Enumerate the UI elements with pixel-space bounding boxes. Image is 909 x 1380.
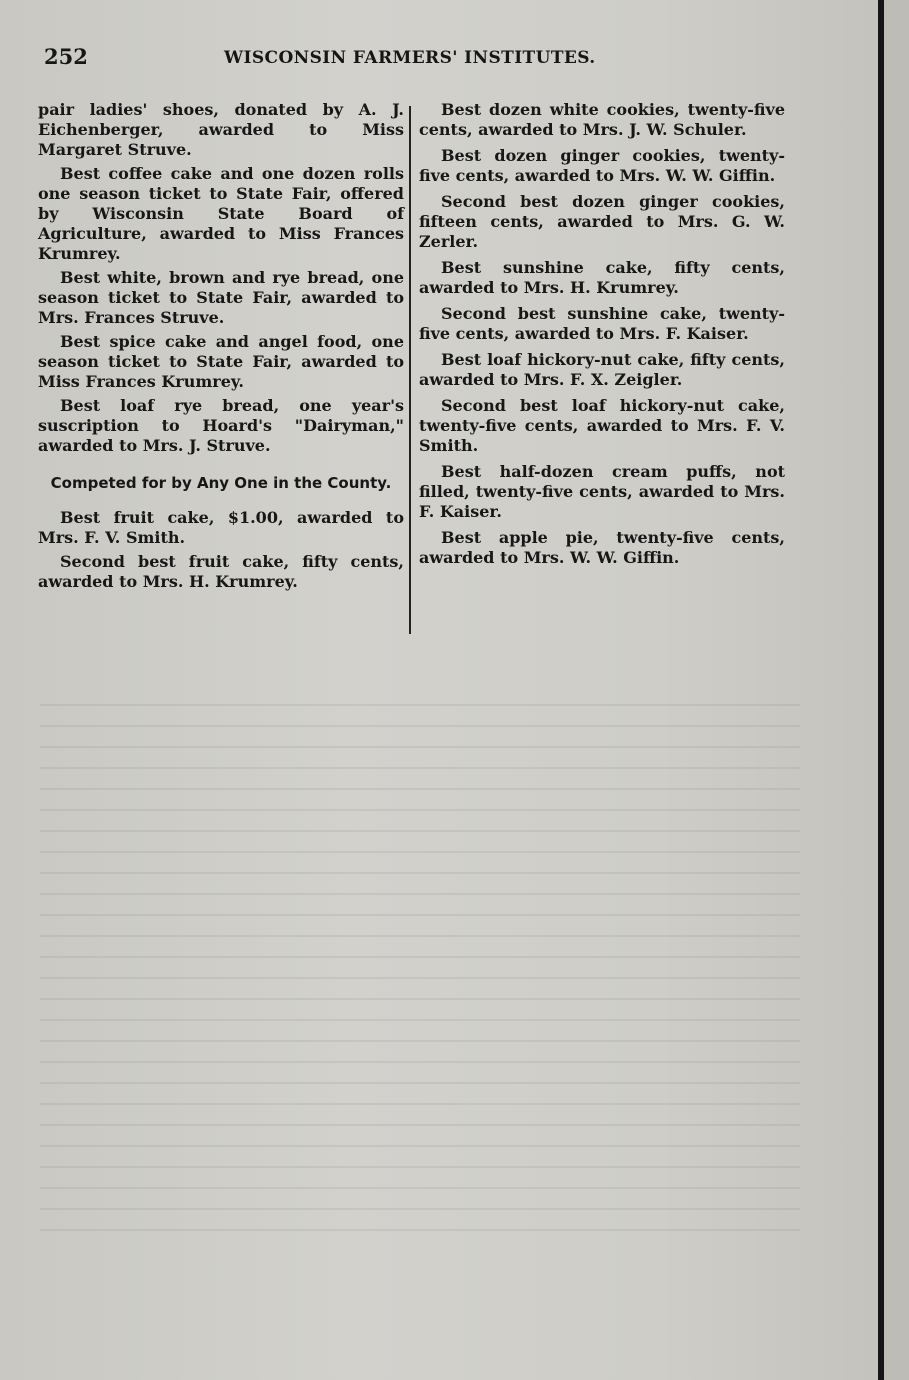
award-entry: Best apple pie, twenty-five cents, awarded to Mrs. W. W. Giffin. [419,528,785,567]
page-header [44,44,624,74]
award-entry: Best dozen white cookies, twenty-five cents, awarded to Mrs. J. W. Schuler. [419,100,785,139]
right-column [419,100,785,574]
award-entry: Best half-dozen cream puffs, not filled, twenty-five cents, awarded to Mrs. F. Kaiser. [419,462,785,521]
award-entry: Second best dozen ginger cookies, fifteen cents, awarded to Mrs. G. W. Zerler. [419,192,785,251]
left-column [38,100,404,596]
award-entry: pair ladies' shoes, donated by A. J. Eichenberger, awarded to Miss Margaret Struve. [38,100,404,159]
section-subheading: Competed for by Any One in the County. [50,474,392,492]
column-divider [409,106,411,634]
page-number: 252 [44,44,88,69]
page-edge-strip [884,0,909,1380]
running-title: WISCONSIN FARMERS' INSTITUTES. [224,48,596,68]
award-entry: Best loaf hickory-nut cake, fifty cents, awarded to Mrs. F. X. Zeigler. [419,350,785,389]
award-entry: Second best fruit cake, fifty cents, awarded to Mrs. H. Krumrey. [38,552,404,591]
award-entry: Best dozen ginger cookies, twenty-five cents, awarded to Mrs. W. W. Giffin. [419,146,785,185]
award-entry: Best loaf rye bread, one year's suscription to Hoard's "Dairyman," awarded to Mrs. J. Struve. [38,396,404,455]
award-entry: Best white, brown and rye bread, one season ticket to State Fair, awarded to Mrs. Frances Struve. [38,268,404,327]
award-entry: Best sunshine cake, fifty cents, awarded to Mrs. H. Krumrey. [419,258,785,297]
award-entry: Best coffee cake and one dozen rolls one season ticket to State Fair, offered by Wisconsin State Board of Agriculture, awarded to Miss Frances Krumrey. [38,164,404,263]
award-entry: Second best loaf hickory-nut cake, twenty-five cents, awarded to Mrs. F. V. Smith. [419,396,785,455]
award-entry: Best fruit cake, $1.00, awarded to Mrs. F. V. Smith. [38,508,404,547]
award-entry: Second best sunshine cake, twenty-five cents, awarded to Mrs. F. Kaiser. [419,304,785,343]
award-entry: Best spice cake and angel food, one season ticket to State Fair, awarded to Miss Frances Krumrey. [38,332,404,391]
bleed-through-text [40,690,800,1250]
